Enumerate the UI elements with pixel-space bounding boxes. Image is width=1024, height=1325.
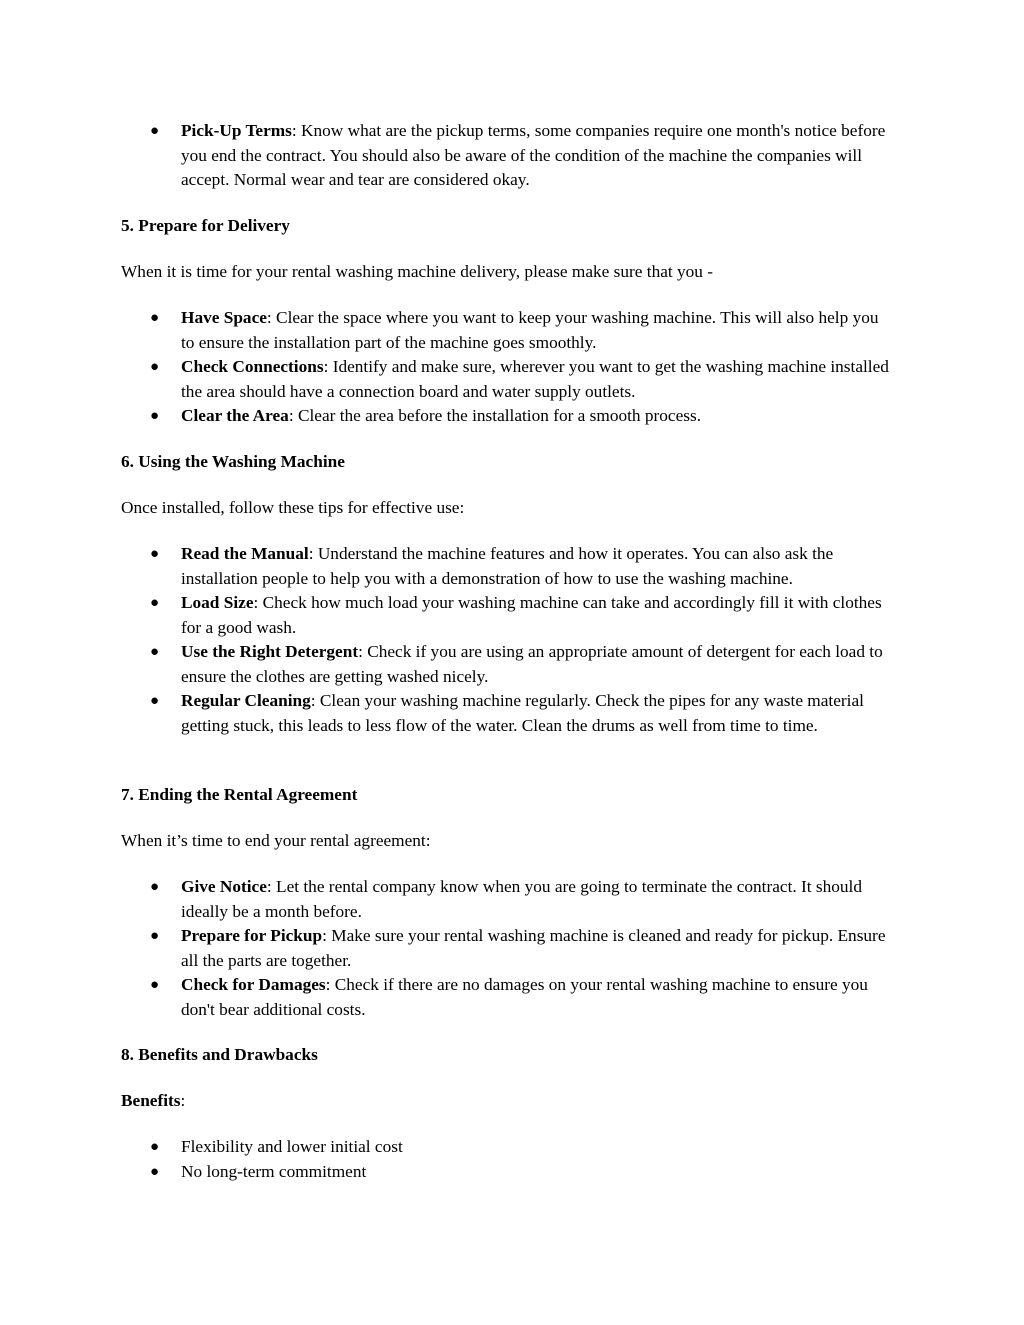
list-item: [0, 119, 893, 193]
list-item-text: : Know what are the pickup terms, some companies require one month's notice before you end the contract. You should also be aware of the condition of the machine the companies will accept. Normal wear and tear are considered okay.: [181, 121, 886, 189]
benefits-list: [0, 1135, 893, 1184]
benefits-label-line: [121, 1089, 185, 1114]
delivery-list: [0, 306, 893, 429]
list-item: [0, 1160, 893, 1185]
list-item: [0, 924, 893, 973]
bullet-icon: ●: [150, 693, 160, 709]
list-item-text: No long-term commitment: [181, 1161, 367, 1181]
list-item-term: Pick-Up Terms: [181, 121, 292, 140]
list-item-text: : Understand the machine features and how it operates. You can also ask the installation people to help you with a demonstration of how to use the washing machine.: [181, 544, 834, 588]
bullet-icon: ●: [150, 1139, 160, 1155]
bullet-icon: ●: [150, 644, 160, 660]
list-item-text: : Clear the space where you want to keep your washing machine. This will also help you to ensure the installation part of the machine goes smoothly.: [181, 308, 879, 352]
section-intro: When it is time for your rental washing machine delivery, please make sure that you -: [121, 262, 714, 281]
list-item: [0, 355, 893, 404]
bullet-icon: ●: [150, 359, 160, 375]
list-item-term: Give Notice: [181, 877, 267, 896]
bullet-icon: ●: [150, 408, 160, 424]
benefits-colon: :: [180, 1091, 186, 1110]
list-item-text: : Check if you are using an appropriate amount of detergent for each load to ensure the clothes are getting washed nicely.: [181, 642, 883, 686]
list-item-term: Use the Right Detergent: [181, 642, 359, 661]
list-item: [0, 640, 893, 689]
list-item-text: : Check if there are no damages on your rental washing machine to ensure you don't bear additional costs.: [181, 975, 868, 1019]
section-heading: 7. Ending the Rental Agreement: [121, 785, 358, 804]
list-item: [0, 591, 893, 640]
list-item-term: Check Connections: [181, 357, 324, 376]
list-item-text: : Make sure your rental washing machine is cleaned and ready for pickup. Ensure all the parts are together.: [181, 926, 886, 970]
list-item-term: Read the Manual: [181, 544, 309, 563]
list-item-term: Have Space: [181, 308, 267, 327]
section-intro: Once installed, follow these tips for effective use:: [121, 498, 465, 517]
pickup-terms-list: [0, 119, 893, 193]
list-item: [0, 404, 893, 429]
bullet-icon: ●: [150, 310, 160, 326]
list-item-text: : Clear the area before the installation for a smooth process.: [288, 406, 702, 425]
list-item-term: Load Size: [181, 593, 254, 612]
list-item-term: Regular Cleaning: [181, 691, 311, 710]
section-heading: 5. Prepare for Delivery: [121, 216, 290, 235]
list-item-text: Flexibility and lower initial cost: [181, 1137, 403, 1156]
list-item: [0, 689, 893, 738]
list-item-term: Prepare for Pickup: [181, 926, 323, 945]
bullet-icon: ●: [150, 595, 160, 611]
list-item: [0, 973, 893, 1022]
bullet-icon: ●: [150, 1163, 160, 1180]
usage-tips-list: [0, 542, 893, 738]
benefits-label: Benefits: [121, 1091, 181, 1110]
bullet-icon: ●: [150, 123, 160, 139]
list-item-text: : Clean your washing machine regularly. Check the pipes for any waste material getting stuck, this leads to less flow of the water. Clean the drums as well from time to time.: [181, 691, 864, 735]
section-intro: When it’s time to end your rental agreement:: [121, 831, 431, 850]
bullet-icon: ●: [150, 977, 160, 993]
bullet-icon: ●: [150, 928, 160, 944]
section-heading: 8. Benefits and Drawbacks: [121, 1045, 318, 1064]
ending-agreement-list: [0, 875, 893, 1022]
list-item-text: : Identify and make sure, wherever you want to get the washing machine installed the area should have a connection board and water supply outlets.: [181, 357, 889, 401]
list-item: [0, 542, 893, 591]
section-heading: 6. Using the Washing Machine: [121, 452, 345, 471]
list-item: [0, 1135, 893, 1160]
list-item: [0, 306, 893, 355]
bullet-icon: ●: [150, 546, 160, 562]
list-item-text: : Let the rental company know when you are going to terminate the contract. It should ideally be a month before.: [181, 877, 862, 921]
list-item: [0, 875, 893, 924]
bullet-icon: ●: [150, 879, 160, 895]
list-item-text: : Check how much load your washing machine can take and accordingly fill it with clothes for a good wash.: [181, 593, 882, 637]
list-item-term: Check for Damages: [181, 975, 326, 994]
list-item-term: Clear the Area: [181, 406, 289, 425]
